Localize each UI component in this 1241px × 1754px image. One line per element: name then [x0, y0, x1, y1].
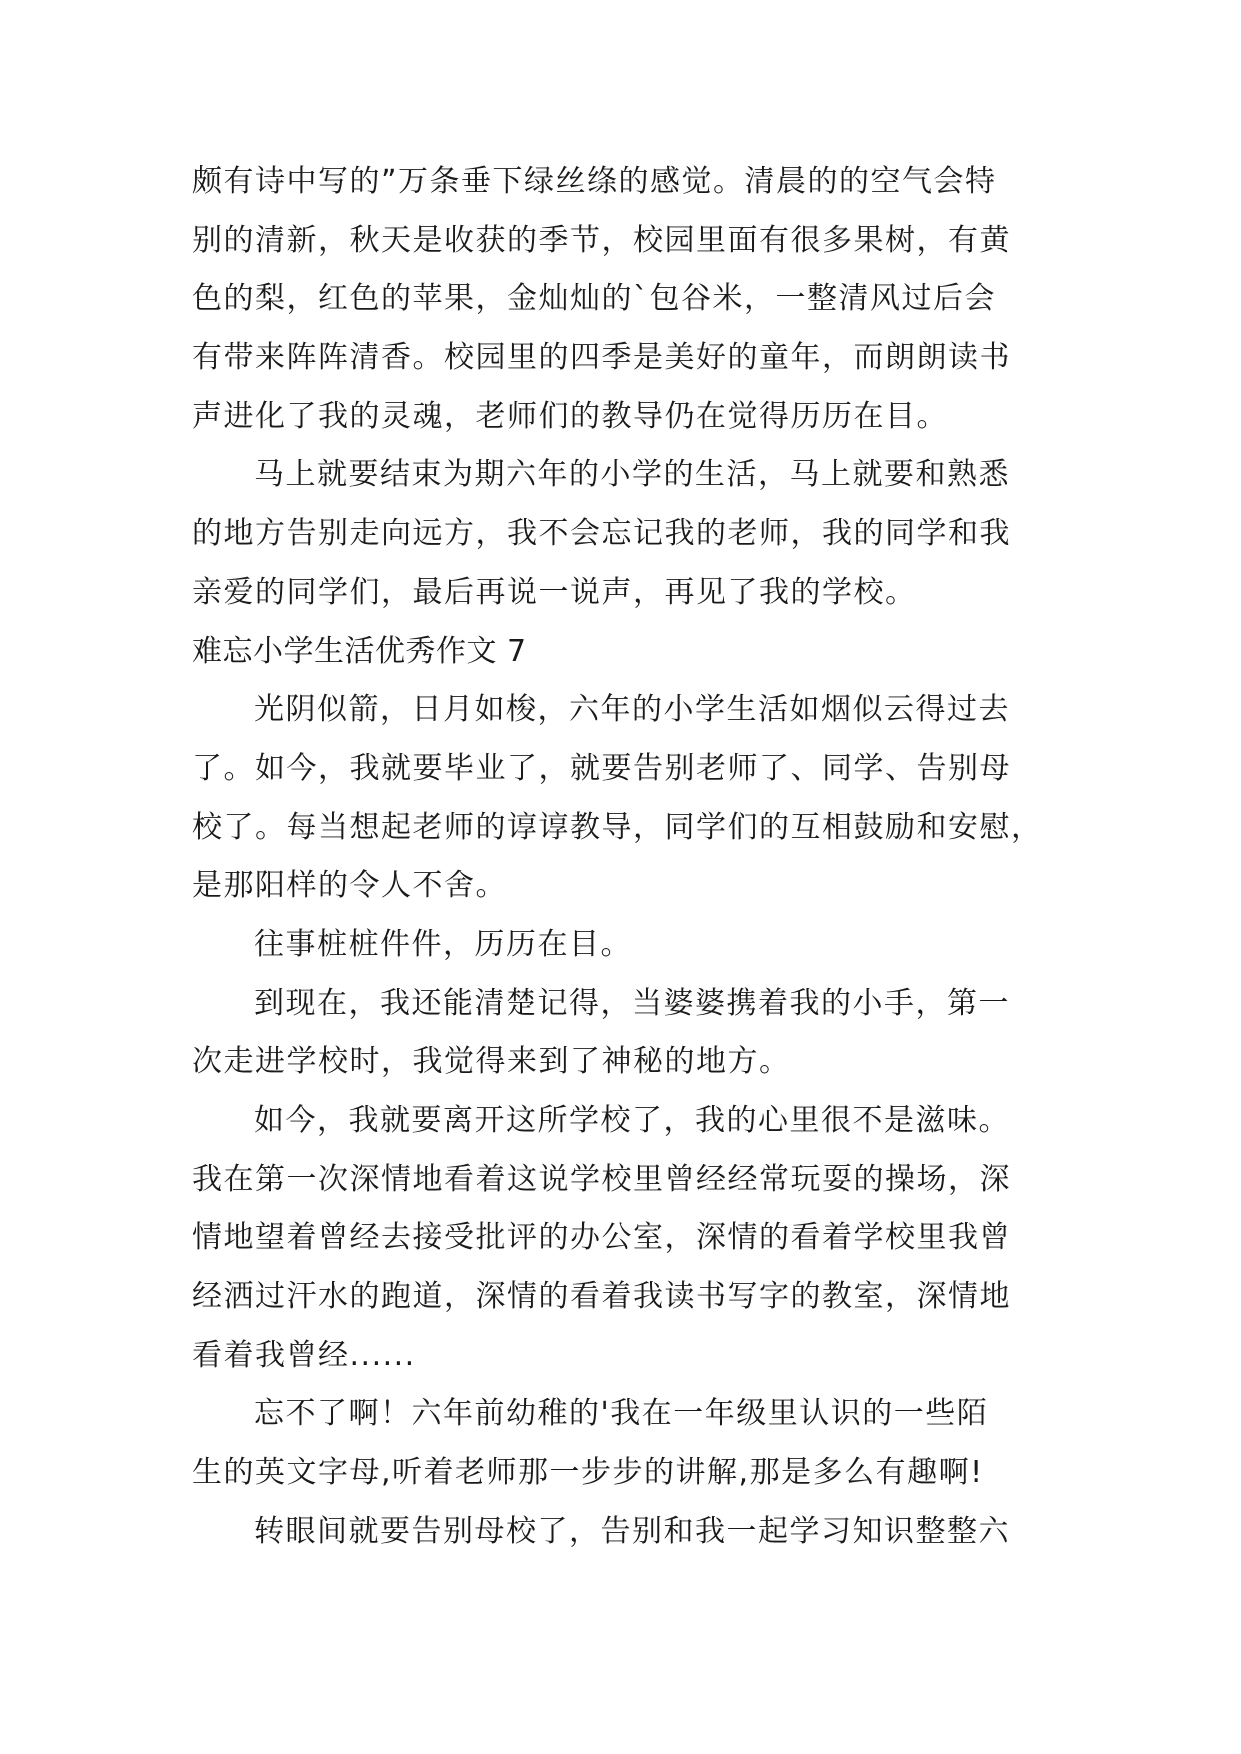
text-line: 我在第一次深情地看着这说学校里曾经经常玩耍的操场，深	[192, 1161, 1011, 1197]
text-line: 颇有诗中写的”万条垂下绿丝绦的感觉。清晨的的空气会特	[192, 164, 997, 199]
section-heading: 难忘小学生活优秀作文 7	[192, 633, 527, 669]
text-line: 生的英文字母,听着老师那一步步的讲解,那是多么有趣啊!	[192, 1455, 984, 1491]
paragraph-first-line: 转眼间就要告别母校了，告别和我一起学习知识整整六	[254, 1513, 1010, 1549]
text-line: 有带来阵阵清香。校园里的四季是美好的童年，而朗朗读书	[192, 340, 1011, 376]
text-line: 别的清新，秋天是收获的季节，校园里面有很多果树，有黄	[192, 222, 1011, 258]
text-line: 看着我曾经......	[192, 1337, 416, 1373]
text-line: 色的梨，红色的苹果，金灿灿的`包谷米，一整清风过后会	[192, 281, 996, 317]
text-line: 亲爱的同学们，最后再说一说声，再见了我的学校。	[192, 574, 917, 610]
text-line: 经洒过汗水的跑道，深情的看着我读书写字的教室，深情地	[192, 1279, 1011, 1315]
document-body	[192, 153, 1062, 1562]
paragraph-first-line: 如今，我就要离开这所学校了，我的心里很不是滋味。	[254, 1103, 1010, 1138]
text-line: 了。如今，我就要毕业了，就要告别老师了、同学、告别母	[192, 750, 1011, 786]
text-line: 是那阳样的令人不舍。	[192, 868, 507, 904]
paragraph-first-line: 到现在，我还能清楚记得，当婆婆携着我的小手，第一	[254, 985, 1010, 1021]
paragraph-first-line: 马上就要结束为期六年的小学的生活，马上就要和熟悉	[254, 457, 1010, 493]
text-line: 的地方告别走向远方，我不会忘记我的老师，我的同学和我	[192, 516, 1011, 552]
paragraph-first-line: 往事桩桩件件，历历在目。	[254, 926, 632, 962]
paragraph-first-line: 忘不了啊！六年前幼稚的'我在一年级里认识的一些陌	[254, 1396, 989, 1432]
text-line: 情地望着曾经去接受批评的办公室，深情的看着学校里我曾	[192, 1220, 1011, 1256]
paragraph-first-line: 光阴似箭，日月如梭，六年的小学生活如烟似云得过去	[254, 692, 1010, 728]
text-line: 校了。每当想起老师的谆谆教导，同学们的互相鼓励和安慰，	[192, 809, 1043, 845]
text-line: 次走进学校时，我觉得来到了神秘的地方。	[192, 1044, 791, 1080]
text-line: 声进化了我的灵魂，老师们的教导仍在觉得历历在目。	[192, 398, 948, 434]
